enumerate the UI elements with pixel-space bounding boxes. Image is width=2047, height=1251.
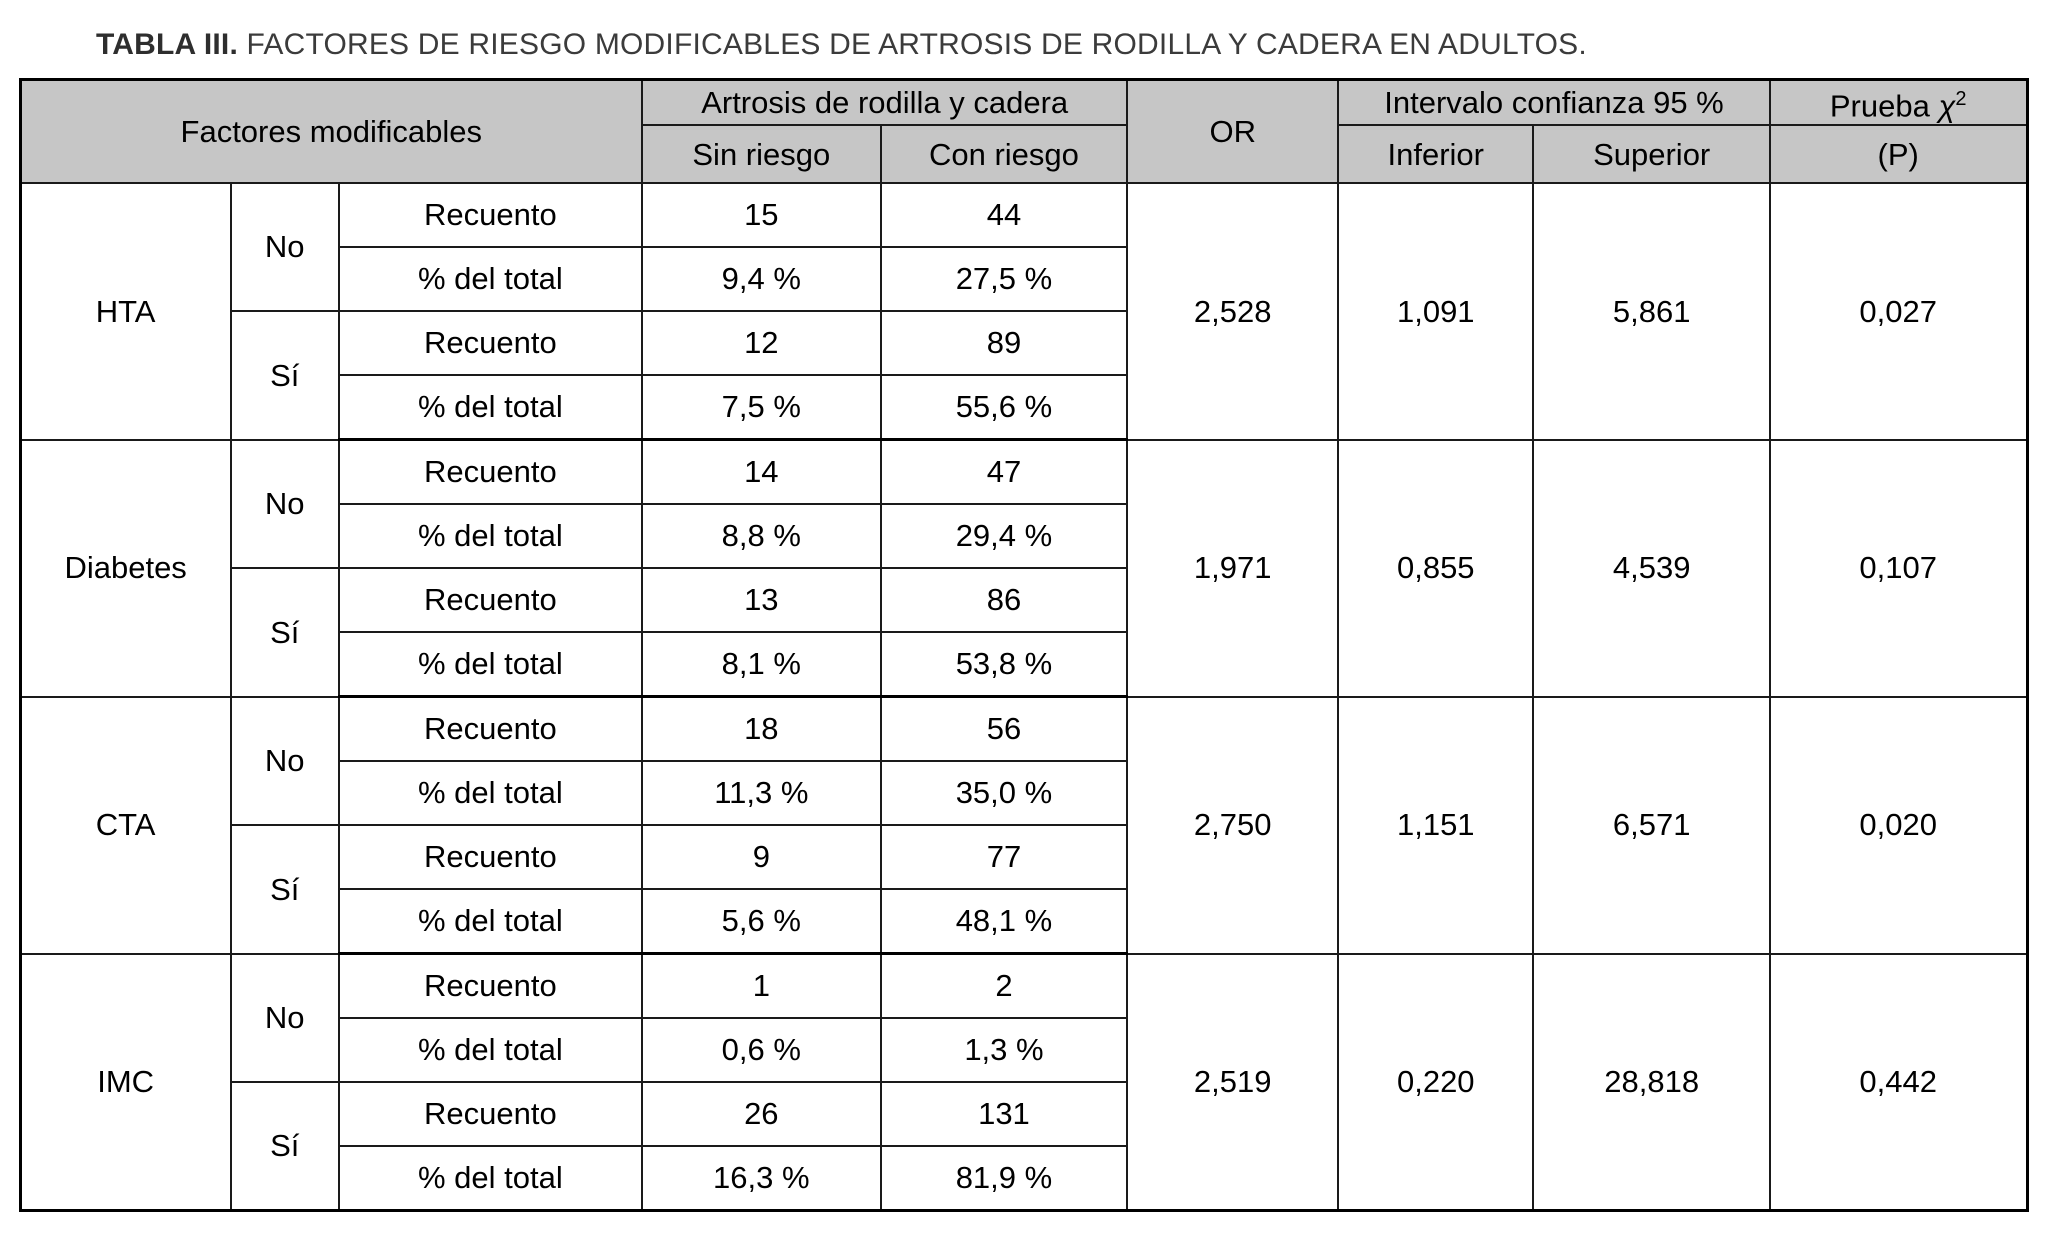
header-or: OR (1127, 80, 1338, 184)
level-label-no: No (231, 954, 339, 1083)
table-row (20, 440, 2027, 505)
measure-label-recuento: Recuento (339, 954, 642, 1019)
header-con-riesgo: Con riesgo (881, 125, 1128, 183)
level-label-no: No (231, 183, 339, 311)
value-con-riesgo: 48,1 % (881, 889, 1128, 954)
measure-label-recuento: Recuento (339, 697, 642, 762)
factor-label: HTA (20, 183, 231, 440)
table-caption-label: TABLA III. (96, 28, 238, 61)
header-chi-prefix: Prueba (1829, 88, 1939, 124)
value-inferior: 0,855 (1338, 440, 1533, 697)
header-p-value: (P) (1770, 125, 2027, 183)
table-caption-text: FACTORES DE RIESGO MODIFICABLES DE ARTROSIS DE RODILLA Y CADERA EN ADULTOS. (237, 28, 1587, 61)
header-sin-riesgo: Sin riesgo (642, 125, 881, 183)
value-superior: 28,818 (1533, 954, 1769, 1211)
value-con-riesgo: 53,8 % (881, 632, 1128, 697)
measure-label-recuento: Recuento (339, 311, 642, 375)
value-inferior: 1,151 (1338, 697, 1533, 954)
table-row (20, 183, 2027, 247)
value-inferior: 0,220 (1338, 954, 1533, 1211)
table-header-row-1 (20, 80, 2027, 126)
level-label-si: Sí (231, 825, 339, 954)
value-inferior: 1,091 (1338, 183, 1533, 440)
value-sin-riesgo: 12 (642, 311, 881, 375)
value-sin-riesgo: 11,3 % (642, 761, 881, 825)
header-artrosis: Artrosis de rodilla y cadera (642, 80, 1127, 126)
value-superior: 5,861 (1533, 183, 1769, 440)
value-or: 2,750 (1127, 697, 1338, 954)
table-body (20, 183, 2027, 1211)
header-inferior: Inferior (1338, 125, 1533, 183)
value-con-riesgo: 27,5 % (881, 247, 1128, 311)
value-sin-riesgo: 8,1 % (642, 632, 881, 697)
factor-label: CTA (20, 697, 231, 954)
measure-label-porcentaje: % del total (339, 375, 642, 440)
header-factores-modificables: Factores modificables (20, 80, 642, 184)
measure-label-recuento: Recuento (339, 568, 642, 632)
value-con-riesgo: 77 (881, 825, 1128, 889)
measure-label-recuento: Recuento (339, 440, 642, 505)
measure-label-porcentaje: % del total (339, 1146, 642, 1211)
value-superior: 6,571 (1533, 697, 1769, 954)
value-p: 0,020 (1770, 697, 2027, 954)
header-chi-exponent: 2 (1955, 88, 1967, 110)
value-sin-riesgo: 15 (642, 183, 881, 247)
table-header (20, 80, 2027, 184)
value-con-riesgo: 55,6 % (881, 375, 1128, 440)
value-con-riesgo: 2 (881, 954, 1128, 1019)
value-con-riesgo: 44 (881, 183, 1128, 247)
measure-label-recuento: Recuento (339, 1082, 642, 1146)
table-caption (96, 26, 2033, 64)
value-con-riesgo: 86 (881, 568, 1128, 632)
header-superior: Superior (1533, 125, 1769, 183)
value-sin-riesgo: 14 (642, 440, 881, 505)
value-con-riesgo: 29,4 % (881, 504, 1128, 568)
level-label-no: No (231, 440, 339, 569)
value-sin-riesgo: 9,4 % (642, 247, 881, 311)
value-con-riesgo: 35,0 % (881, 761, 1128, 825)
header-prueba-chi (1770, 80, 2027, 126)
factor-label: IMC (20, 954, 231, 1211)
value-sin-riesgo: 5,6 % (642, 889, 881, 954)
measure-label-porcentaje: % del total (339, 247, 642, 311)
factor-label: Diabetes (20, 440, 231, 697)
header-chi-symbol: χ (1938, 88, 1956, 124)
value-sin-riesgo: 16,3 % (642, 1146, 881, 1211)
table-row (20, 697, 2027, 762)
table-row (20, 954, 2027, 1019)
value-sin-riesgo: 0,6 % (642, 1018, 881, 1082)
measure-label-porcentaje: % del total (339, 1018, 642, 1082)
measure-label-porcentaje: % del total (339, 761, 642, 825)
risk-factors-table (19, 78, 2029, 1212)
value-sin-riesgo: 18 (642, 697, 881, 762)
value-p: 0,442 (1770, 954, 2027, 1211)
level-label-si: Sí (231, 568, 339, 697)
value-superior: 4,539 (1533, 440, 1769, 697)
value-sin-riesgo: 13 (642, 568, 881, 632)
value-sin-riesgo: 1 (642, 954, 881, 1019)
value-sin-riesgo: 26 (642, 1082, 881, 1146)
value-con-riesgo: 131 (881, 1082, 1128, 1146)
level-label-no: No (231, 697, 339, 826)
value-con-riesgo: 89 (881, 311, 1128, 375)
value-sin-riesgo: 7,5 % (642, 375, 881, 440)
value-or: 2,528 (1127, 183, 1338, 440)
value-con-riesgo: 56 (881, 697, 1128, 762)
measure-label-porcentaje: % del total (339, 632, 642, 697)
level-label-si: Sí (231, 1082, 339, 1211)
value-p: 0,107 (1770, 440, 2027, 697)
value-sin-riesgo: 9 (642, 825, 881, 889)
measure-label-recuento: Recuento (339, 825, 642, 889)
value-p: 0,027 (1770, 183, 2027, 440)
value-con-riesgo: 81,9 % (881, 1146, 1128, 1211)
value-sin-riesgo: 8,8 % (642, 504, 881, 568)
level-label-si: Sí (231, 311, 339, 440)
value-con-riesgo: 1,3 % (881, 1018, 1128, 1082)
value-con-riesgo: 47 (881, 440, 1128, 505)
measure-label-porcentaje: % del total (339, 504, 642, 568)
measure-label-porcentaje: % del total (339, 889, 642, 954)
value-or: 1,971 (1127, 440, 1338, 697)
measure-label-recuento: Recuento (339, 183, 642, 247)
header-intervalo-confianza: Intervalo confianza 95 % (1338, 80, 1770, 126)
value-or: 2,519 (1127, 954, 1338, 1211)
